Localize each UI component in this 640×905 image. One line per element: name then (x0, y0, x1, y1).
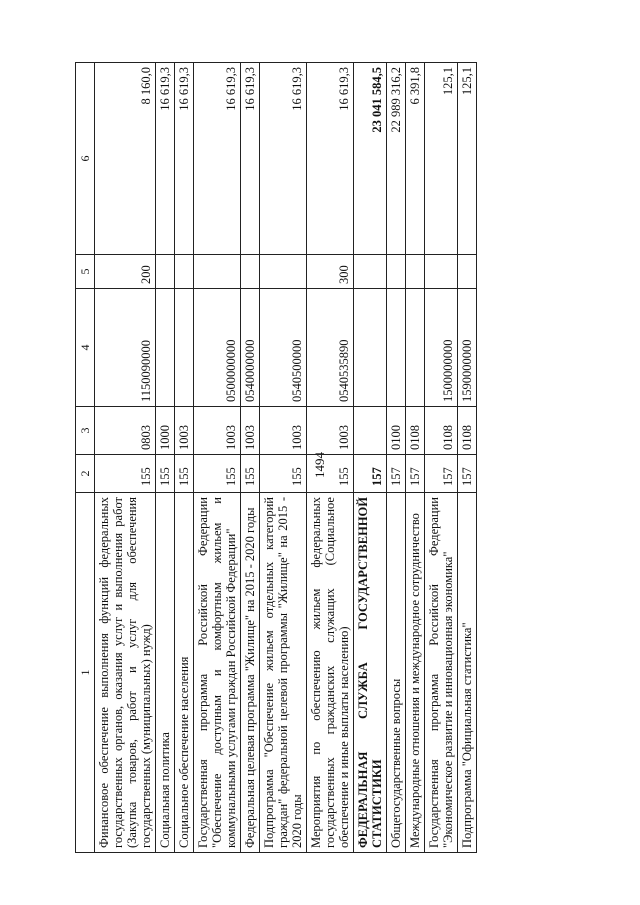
row-amount: 6 391,8 (406, 63, 425, 255)
rotated-table-wrapper (75, 63, 610, 853)
row-target-code (354, 289, 387, 407)
table-row (241, 63, 260, 853)
row-target-code (175, 289, 194, 407)
row-target-code: 1500000000 (425, 289, 458, 407)
row-name: Общегосударственные вопросы (387, 493, 406, 853)
row-amount: 22 989 316,2 (387, 63, 406, 255)
row-grbs-code: 155 (175, 455, 194, 493)
row-target-code (156, 289, 175, 407)
row-amount: 16 619,3 (307, 63, 354, 255)
header-row (76, 63, 95, 853)
row-section-code: 1000 (156, 407, 175, 455)
row-name: ФЕДЕРАЛЬНАЯ СЛУЖБА ГОСУДАРСТВЕННОЙ СТАТИСТИКИ (354, 493, 387, 853)
row-name: Социальное обеспечение населения (175, 493, 194, 853)
row-expense-type (241, 255, 260, 289)
row-name: Государственная программа Российской Федерации "Экономическое развитие и инновационная экономика" (425, 493, 458, 853)
row-name: Мероприятия по обеспечению жильем федеральных государственных гражданских служащих (Социальное обеспечение и иные выплаты населению) (307, 493, 354, 853)
row-amount: 16 619,3 (194, 63, 241, 255)
row-name: Подпрограмма "Обеспечение жильем отдельных категорий граждан" федеральной целевой программы "Жилище" на 2015 - 2020 годы (260, 493, 307, 853)
row-target-code (406, 289, 425, 407)
row-grbs-code: 155 (260, 455, 307, 493)
row-section-code: 1003 (307, 407, 354, 455)
row-section-code: 1003 (194, 407, 241, 455)
row-grbs-code: 155 (241, 455, 260, 493)
row-section-code: 0100 (387, 407, 406, 455)
row-section-code: 0803 (95, 407, 156, 455)
row-grbs-code: 157 (458, 455, 477, 493)
col-header-6: 6 (76, 63, 95, 255)
row-amount: 16 619,3 (175, 63, 194, 255)
table-row (354, 63, 387, 853)
row-expense-type (458, 255, 477, 289)
table-row (175, 63, 194, 853)
row-grbs-code: 155 (194, 455, 241, 493)
row-target-code: 0540535890 (307, 289, 354, 407)
col-header-4: 4 (76, 289, 95, 407)
row-amount: 23 041 584,5 (354, 63, 387, 255)
row-amount: 16 619,3 (260, 63, 307, 255)
col-header-5: 5 (76, 255, 95, 289)
row-expense-type (387, 255, 406, 289)
page-number: 1494 (312, 452, 327, 478)
row-expense-type (406, 255, 425, 289)
row-expense-type (175, 255, 194, 289)
row-expense-type (194, 255, 241, 289)
row-grbs-code: 157 (425, 455, 458, 493)
row-grbs-code: 157 (406, 455, 425, 493)
row-amount: 16 619,3 (156, 63, 175, 255)
row-expense-type: 300 (307, 255, 354, 289)
row-grbs-code: 155 (156, 455, 175, 493)
table-row (260, 63, 307, 853)
row-expense-type (260, 255, 307, 289)
table-row (307, 63, 354, 853)
row-target-code (387, 289, 406, 407)
table-row (458, 63, 477, 853)
row-name: Финансовое обеспечение выполнения функций федеральных государственных органов, оказания услуг и выполнения работ (Закупка товаров, работ и услуг для обеспечения государственных (муниципальных) нужд) (95, 493, 156, 853)
table-row (387, 63, 406, 853)
row-amount: 125,1 (425, 63, 458, 255)
row-target-code: 1150090000 (95, 289, 156, 407)
row-target-code: 0540500000 (260, 289, 307, 407)
row-section-code: 1003 (260, 407, 307, 455)
row-amount: 125,1 (458, 63, 477, 255)
row-target-code: 0540000000 (241, 289, 260, 407)
row-grbs-code: 157 (387, 455, 406, 493)
row-name: Федеральная целевая программа "Жилище" на 2015 - 2020 годы (241, 493, 260, 853)
row-name: Подпрограмма "Официальная статистика" (458, 493, 477, 853)
row-amount: 8 160,0 (95, 63, 156, 255)
row-section-code: 0108 (406, 407, 425, 455)
col-header-3: 3 (76, 407, 95, 455)
row-target-code: 1590000000 (458, 289, 477, 407)
table-row (194, 63, 241, 853)
row-expense-type (156, 255, 175, 289)
row-expense-type: 200 (95, 255, 156, 289)
table-row (95, 63, 156, 853)
row-expense-type (425, 255, 458, 289)
row-name: Социальная политика (156, 493, 175, 853)
row-section-code: 1003 (175, 407, 194, 455)
row-target-code: 0500000000 (194, 289, 241, 407)
col-header-2: 2 (76, 455, 95, 493)
table-row (425, 63, 458, 853)
row-name: Государственная программа Российской Федерации "Обеспечение доступным и комфортным жильем и коммунальными услугами граждан Российской Федерации" (194, 493, 241, 853)
table-row (406, 63, 425, 853)
row-section-code: 1003 (241, 407, 260, 455)
row-grbs-code: 157 (354, 455, 387, 493)
row-section-code: 0108 (425, 407, 458, 455)
table-row (156, 63, 175, 853)
row-grbs-code: 155 (95, 455, 156, 493)
row-section-code (354, 407, 387, 455)
row-name: Международные отношения и международное сотрудничество (406, 493, 425, 853)
budget-table (75, 62, 477, 853)
row-section-code: 0108 (458, 407, 477, 455)
row-amount: 16 619,3 (241, 63, 260, 255)
row-expense-type (354, 255, 387, 289)
col-header-1: 1 (76, 493, 95, 853)
row-grbs-code: 155 (307, 455, 354, 493)
